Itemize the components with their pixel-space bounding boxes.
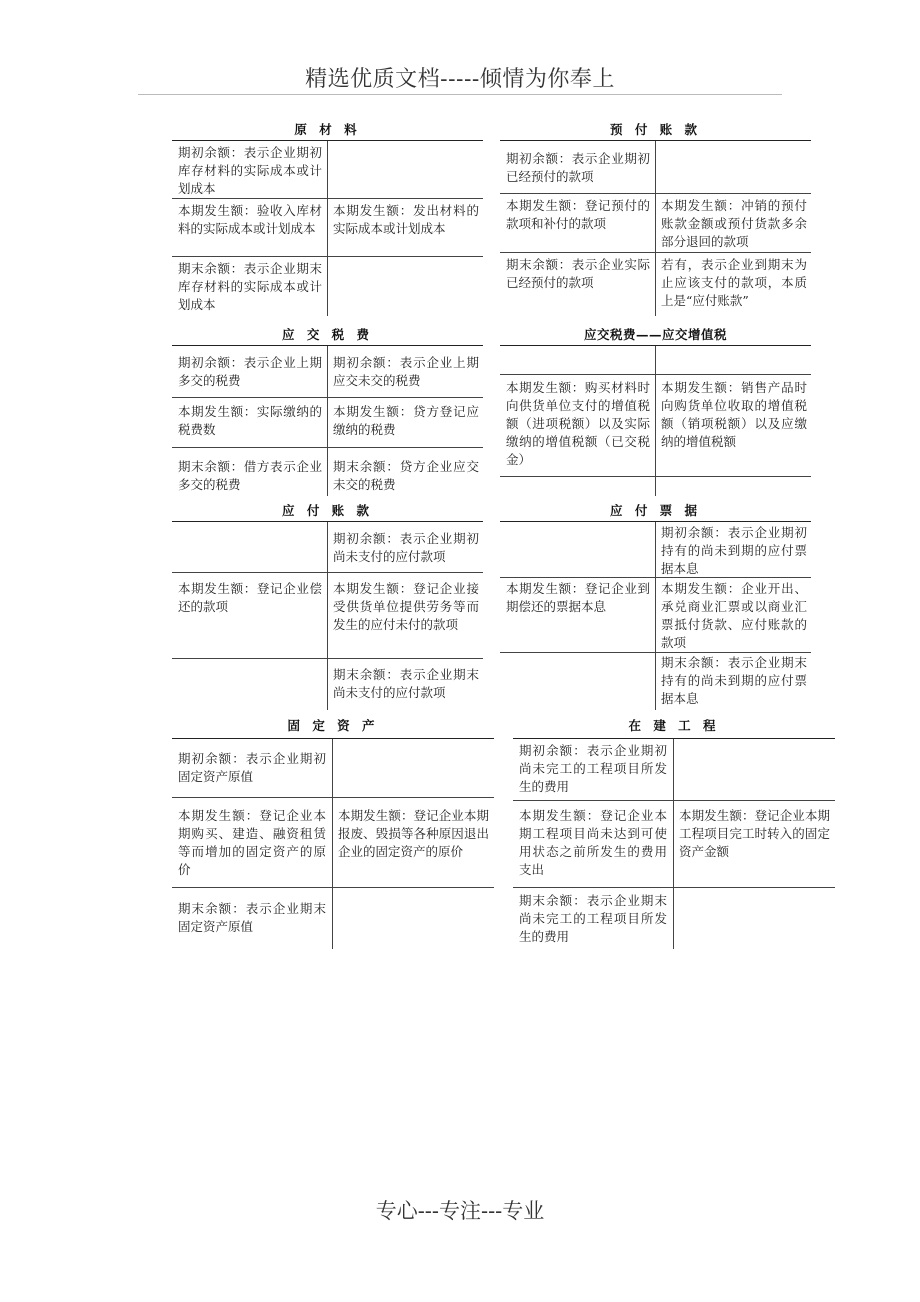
row-divider — [172, 198, 483, 199]
row-divider — [172, 887, 494, 888]
t-account-top-line — [172, 738, 494, 739]
opening-balance: 期初余额：表示企业期初库存材料的实际成本或计划成本 — [178, 145, 322, 196]
account-vat-payable — [500, 323, 811, 499]
header-rule — [138, 94, 782, 95]
closing-note: 若有，表示企业到期末为止应该支付的款项，本质上是“应付账款” — [661, 257, 807, 308]
row-divider — [500, 476, 811, 477]
credit-entry: 本期发生额：登记企业接受供货单位提供劳务等而发生的应付未付的款项 — [333, 581, 479, 632]
row-divider — [172, 572, 483, 573]
t-account-divider — [327, 522, 328, 710]
t-account-divider — [327, 141, 328, 316]
row-divider — [172, 797, 494, 798]
closing-balance-debit: 期末余额：借方表示企业多交的税费 — [178, 459, 322, 492]
account-accounts-payable — [172, 499, 483, 711]
closing-balance: 期末余额：表示企业期末尚未完工的工程项目所发生的费用 — [519, 893, 667, 944]
credit-entry: 本期发生额：冲销的预付账款金额或预付货款多余部分退回的款项 — [661, 198, 807, 249]
row-divider — [172, 447, 483, 448]
opening-balance: 期初余额：表示企业期初固定资产原值 — [178, 751, 326, 784]
t-account-divider — [655, 346, 656, 496]
account-title: 原 材 料 — [294, 122, 361, 137]
closing-balance: 期末余额：表示企业期末尚未支付的应付款项 — [333, 667, 479, 700]
row-divider — [172, 256, 483, 257]
row-divider — [172, 658, 483, 659]
row-divider — [500, 193, 811, 194]
t-account-divider — [655, 141, 656, 316]
account-title: 应 付 票 据 — [609, 503, 702, 518]
closing-balance: 期末余额：表示企业期末库存材料的实际成本或计划成本 — [178, 261, 322, 312]
closing-balance: 期末余额：表示企业实际已经预付的款项 — [506, 257, 650, 290]
opening-balance-credit: 期初余额：表示企业上期应交未交的税费 — [333, 355, 479, 388]
opening-balance-debit: 期初余额：表示企业上期多交的税费 — [178, 355, 322, 388]
debit-entry: 本期发生额：登记预付的款项和补付的款项 — [506, 198, 650, 231]
closing-balance-credit: 期末余额：贷方企业应交未交的税费 — [333, 459, 479, 492]
opening-balance: 期初余额：表示企业期初已经预付的款项 — [506, 151, 650, 184]
account-prepayments — [500, 118, 811, 318]
credit-entry: 本期发生额：贷方登记应缴纳的税费 — [333, 404, 479, 437]
account-title: 应 付 账 款 — [281, 503, 374, 518]
credit-entry: 本期发生额：登记企业本期工程项目完工时转入的固定资产金额 — [679, 808, 830, 859]
t-account-top-line — [513, 738, 835, 739]
account-title: 在 建 工 程 — [628, 718, 720, 733]
account-title: 应交税费——应交增值税 — [583, 327, 727, 342]
t-account-divider — [673, 739, 674, 949]
account-notes-payable — [500, 499, 811, 711]
credit-entry: 本期发生额：企业开出、承兑商业汇票或以商业汇票抵付货款、应付账款的款项 — [661, 581, 807, 650]
account-fixed-assets — [172, 714, 494, 950]
debit-entry: 本期发生额：购买材料时向供货单位支付的增值税额（进项税额）以及实际缴纳的增值税额（已交税金） — [506, 380, 650, 467]
credit-entry: 本期发生额：登记企业本期报废、毁损等各种原因退出企业的固定资产的原价 — [338, 808, 489, 859]
row-divider — [500, 374, 811, 375]
closing-balance: 期末余额：表示企业期末持有的尚未到期的应付票据本息 — [661, 655, 807, 706]
debit-entry: 本期发生额：登记企业本期购买、建造、融资租赁等而增加的固定资产的原价 — [178, 808, 326, 877]
t-account-divider — [332, 739, 333, 949]
row-divider — [172, 397, 483, 398]
credit-entry: 本期发生额：发出材料的实际成本或计划成本 — [333, 203, 479, 236]
opening-balance: 期初余额：表示企业期初持有的尚未到期的应付票据本息 — [661, 525, 807, 576]
debit-entry: 本期发生额：登记企业到期偿还的票据本息 — [506, 581, 650, 614]
account-title: 固 定 资 产 — [287, 718, 379, 733]
account-title: 应 交 税 费 — [281, 327, 374, 342]
row-divider — [513, 800, 835, 801]
debit-entry: 本期发生额：登记企业本期工程项目尚未达到可使用状态之前所发生的费用支出 — [519, 808, 667, 877]
account-taxes-payable — [172, 323, 483, 499]
page-header: 精选优质文档-----倾情为你奉上 — [305, 67, 615, 92]
row-divider — [500, 652, 811, 653]
opening-balance: 期初余额：表示企业期初尚未完工的工程项目所发生的费用 — [519, 743, 667, 794]
row-divider — [513, 887, 835, 888]
account-construction-in-progress — [513, 714, 835, 950]
t-account-divider — [327, 346, 328, 496]
page-footer: 专心---专注---专业 — [375, 1199, 545, 1223]
account-title: 预 付 账 款 — [609, 122, 702, 137]
closing-balance: 期末余额：表示企业期末固定资产原值 — [178, 901, 326, 934]
t-account-divider — [655, 522, 656, 710]
debit-entry: 本期发生额：实际缴纳的税费数 — [178, 404, 322, 437]
debit-entry: 本期发生额：验收入库材料的实际成本或计划成本 — [178, 203, 322, 236]
debit-entry: 本期发生额：登记企业偿还的款项 — [178, 581, 322, 614]
row-divider — [500, 252, 811, 253]
account-raw-materials — [172, 118, 483, 318]
opening-balance: 期初余额：表示企业期初尚未支付的应付款项 — [333, 531, 479, 564]
credit-entry: 本期发生额：销售产品时向购货单位收取的增值税额（销项税额）以及应缴纳的增值税额 — [661, 380, 807, 449]
